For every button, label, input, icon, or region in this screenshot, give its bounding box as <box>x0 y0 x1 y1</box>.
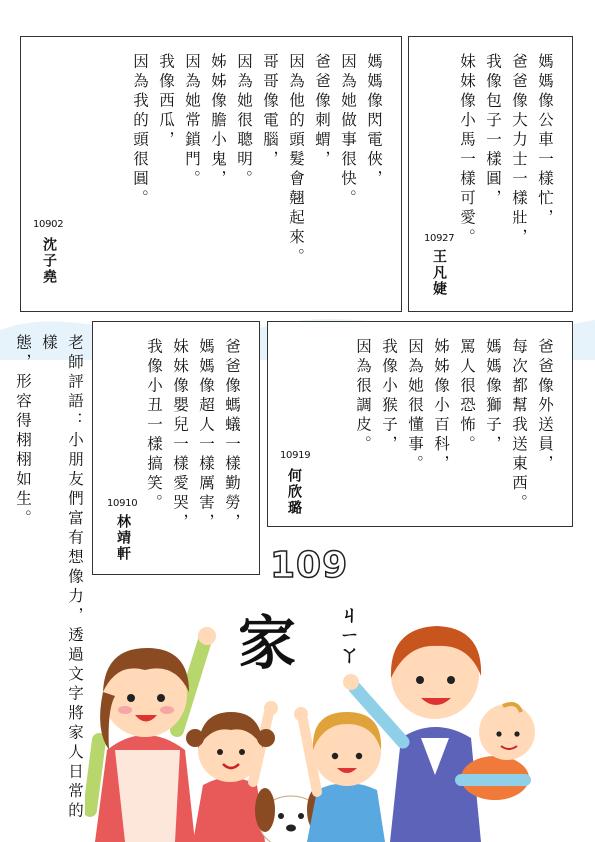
poem-line: 爸爸像外送員， <box>536 338 554 475</box>
poem-line: 因為她常鎖門。 <box>183 53 201 190</box>
poem-text <box>127 53 387 268</box>
poem-line: 姊姊像膽小鬼， <box>209 53 227 190</box>
poem-line: 因為她很聰明。 <box>235 53 253 190</box>
poem-line: 因為很調皮。 <box>354 338 372 455</box>
poem-line: 罵人很恐怖。 <box>458 338 476 455</box>
student-name: 王凡婕 <box>431 249 447 297</box>
poem-line: 媽媽像公車一樣忙， <box>536 53 554 229</box>
poem-line: 爸爸像刺蝟， <box>313 53 331 170</box>
poem-line: 我像小猴子， <box>380 338 398 455</box>
title-zhuyin: ㄐㄧㄚ <box>336 604 360 666</box>
comment-line: 態，形容得栩栩如生。 <box>14 334 32 529</box>
poem-line: 妹妹像小馬一樣可愛。 <box>458 53 476 248</box>
poem-line: 爸爸像大力士一樣壯， <box>510 53 528 248</box>
poem-line: 我像包子一樣圓， <box>484 53 502 209</box>
poem-line: 我像小丑一樣搞笑。 <box>145 338 163 514</box>
poem-line: 媽媽像閃電俠， <box>365 53 383 190</box>
poem-box-10927 <box>408 36 573 312</box>
student-id: 10902 <box>33 219 64 230</box>
student-id: 10919 <box>280 450 311 461</box>
student-id: 10910 <box>107 498 138 509</box>
poem-box-10902 <box>20 36 402 312</box>
poem-text <box>141 338 245 533</box>
poem-line: 因為她很懂事。 <box>406 338 424 475</box>
page-title: 家 <box>238 609 297 677</box>
poem-line: 我像西瓜， <box>157 53 175 151</box>
poem-line: 因為他的頭髮會翹起來。 <box>287 53 305 268</box>
poem-text <box>350 338 558 514</box>
page-number: 109 <box>270 545 349 586</box>
poem-line: 因為我的頭很圓。 <box>131 53 149 209</box>
poem-box-10910 <box>92 321 260 575</box>
student-name: 沈子堯 <box>41 237 57 285</box>
student-name: 何欣璐 <box>286 468 302 516</box>
poem-text <box>454 53 558 248</box>
poem-line: 因為她做事很快。 <box>339 53 357 209</box>
poem-line: 哥哥像電腦， <box>261 53 279 170</box>
teacher-comment <box>10 334 88 834</box>
student-id: 10927 <box>424 233 455 244</box>
poem-line: 妹妹像嬰兒一樣愛哭， <box>171 338 189 533</box>
comment-line: 老師評語：小朋友們富有想像力，透過文字將家人日常的樣 <box>40 334 84 822</box>
poem-line: 媽媽像超人一樣厲害， <box>197 338 215 533</box>
poem-line: 爸爸像螞蟻一樣勤勞， <box>223 338 241 533</box>
poem-line: 媽媽像獅子， <box>484 338 502 455</box>
poem-box-10919 <box>267 321 573 527</box>
poem-line: 姊姊像小百科， <box>432 338 450 475</box>
poem-line: 每次都幫我送東西。 <box>510 338 528 514</box>
student-name: 林靖軒 <box>115 514 131 562</box>
family-illustration <box>85 600 595 842</box>
